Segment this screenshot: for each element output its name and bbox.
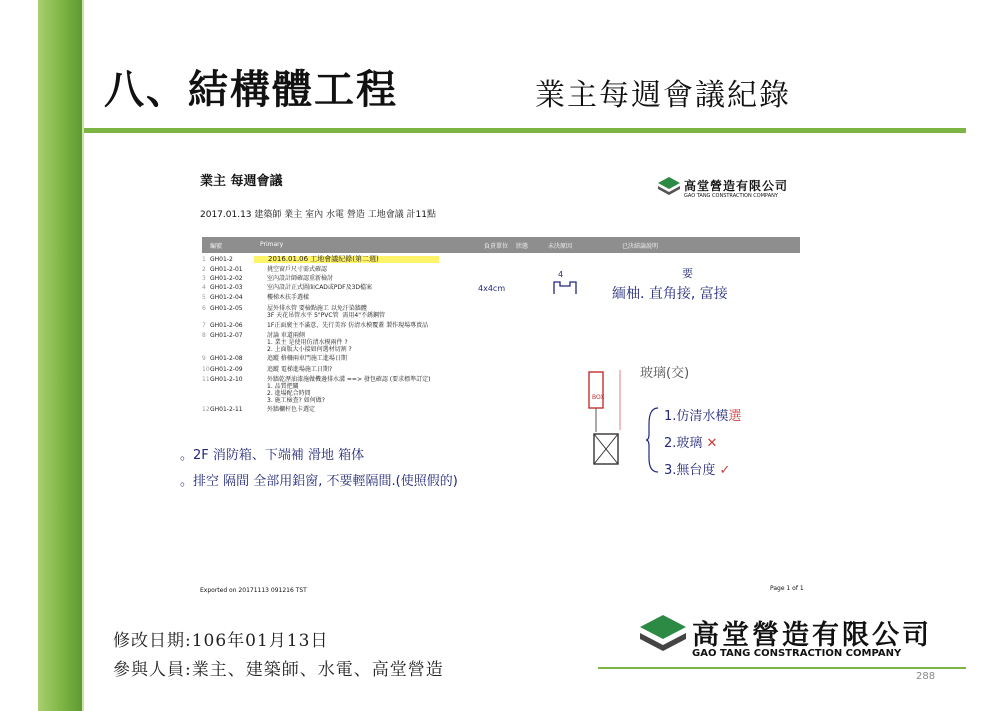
slide-title: 八、結構體工程 [104,67,398,113]
left-accent-edge [82,0,84,711]
handwritten-note-line-2: 。排空 隔間 全部用鋁窗, 不要輕隔間.(使照假的) [180,474,458,489]
document-logo-cn: 高堂營造有限公司 [684,179,789,193]
meeting-document-scan: 業主 每週會議 2017.01.13 建築師 業主 室內 水電 營造 工地會議 計11點 高堂營造有限公司 GAO TANG CONSTRACTION COMPANY 編號 Primary 負責單位 狀態 未決原因 已決結論說明 1 GH01-2 2016.01.06 工地會議紀錄(第二週) 2 GH01-2-01 挑空窗戶尺寸需式確認 3 GH01-2-02 室內設計師確認重新檢討 4 GH01-2-03 室內設計正式圖面CAD或PDF及3D檔案 5 GH01-2-04 樓梯木扶手選樣 6 GH01-2-05 屋外排水管 要檢點施工 以免汙染牆體 3F 天花吊管水平 5"PVC管 需用4"不銹鋼管 7 GH01-2-06 1F正面廣主不滿意，先行美容 仿清水模覆蓋 製作現場專賣品 8 GH01-2-07 討論 車道兩側 1. 業主 是使用仿清水模兩件 ? 2. 上面版大小接如何選材切割 ? 9 GH01-2-08 追蹤 格柵兩車門施工進場日期 10 GH01-2-09 追蹤 電梯進場施工日期? 11 GH01-2-10 外牆乾溼油漆施做機邊排水溝 ==> 發包確認 (要求標準訂定) 1. 品質把關 2. 進場配合時間 3. 施工檢查? 如何做? 12 GH01-2-11 外牆欄杆色卡選定 4x4cm 4 要 緬柚. 直角接, 富接 玻璃(交) BOX 1.仿清水模選 2.玻璃 ✕ 3.無台度 ✓ 。2F 消防箱、下端補 滑地 箱体 。排空 隔間 全部用鋁窗, 不要輕隔間.(使照假的) Exported on 20171113 091216 TST Page 1 of 1 [180,150,825,605]
footer-logo [640,615,932,659]
footer-logo-en: GAO TANG CONSTRACTION COMPANY [692,648,902,659]
document-title: 業主 每週會議 [200,174,283,189]
left-accent-bar [38,0,82,711]
handwritten-number-note: 4 [558,270,564,279]
header-col-owner: 負責單位 [484,243,509,250]
header-col-pending: 未決原因 [548,243,573,250]
handwritten-glass-note: 玻璃(交) [640,366,690,381]
handwritten-option-3: 3.無台度 ✓ [664,463,731,478]
handwritten-box-label: BOX [592,394,605,401]
handwritten-yao-note: 要 [682,267,693,280]
fire-box-sketch-icon [582,370,632,470]
handwritten-option-1: 1.仿清水模選 [664,409,742,424]
bottom-divider [598,667,966,669]
title-divider [84,128,966,133]
header-col-resolved: 已決結論說明 [622,243,659,250]
meeting-line: 2017.01.13 建築師 業主 室內 水電 營造 工地會議 計11點 [200,210,437,220]
handwritten-note-line-1: 。2F 消防箱、下端補 滑地 箱体 [180,448,365,463]
handrail-sketch-icon [552,278,580,296]
company-logo-icon [658,177,680,197]
company-logo-icon [640,615,686,655]
document-export-stamp: Exported on 20171113 091216 TST [200,587,307,594]
handwritten-option-2: 2.玻璃 ✕ [664,436,718,451]
table-header [202,237,800,253]
document-logo [658,177,789,201]
header-col-primary: Primary [260,241,284,248]
participants: 參與人員:業主、建築師、水電、高堂營造 [113,660,444,680]
document-logo-en: GAO TANG CONSTRACTION COMPANY [684,193,778,199]
handwritten-main-note: 緬柚. 直角接, 富接 [612,286,728,302]
slide-subtitle: 業主每週會議紀錄 [535,78,791,113]
bracket-icon [646,406,660,474]
page-number: 288 [916,671,936,682]
handwritten-size-note: 4x4cm [478,284,506,293]
header-col-id: 編號 [210,243,223,250]
footer-logo-cn: 高堂營造有限公司 [692,620,932,651]
document-page-count: Page 1 of 1 [770,585,804,592]
edit-date: 修改日期:106年01月13日 [113,631,329,651]
header-col-status: 狀態 [516,243,529,250]
